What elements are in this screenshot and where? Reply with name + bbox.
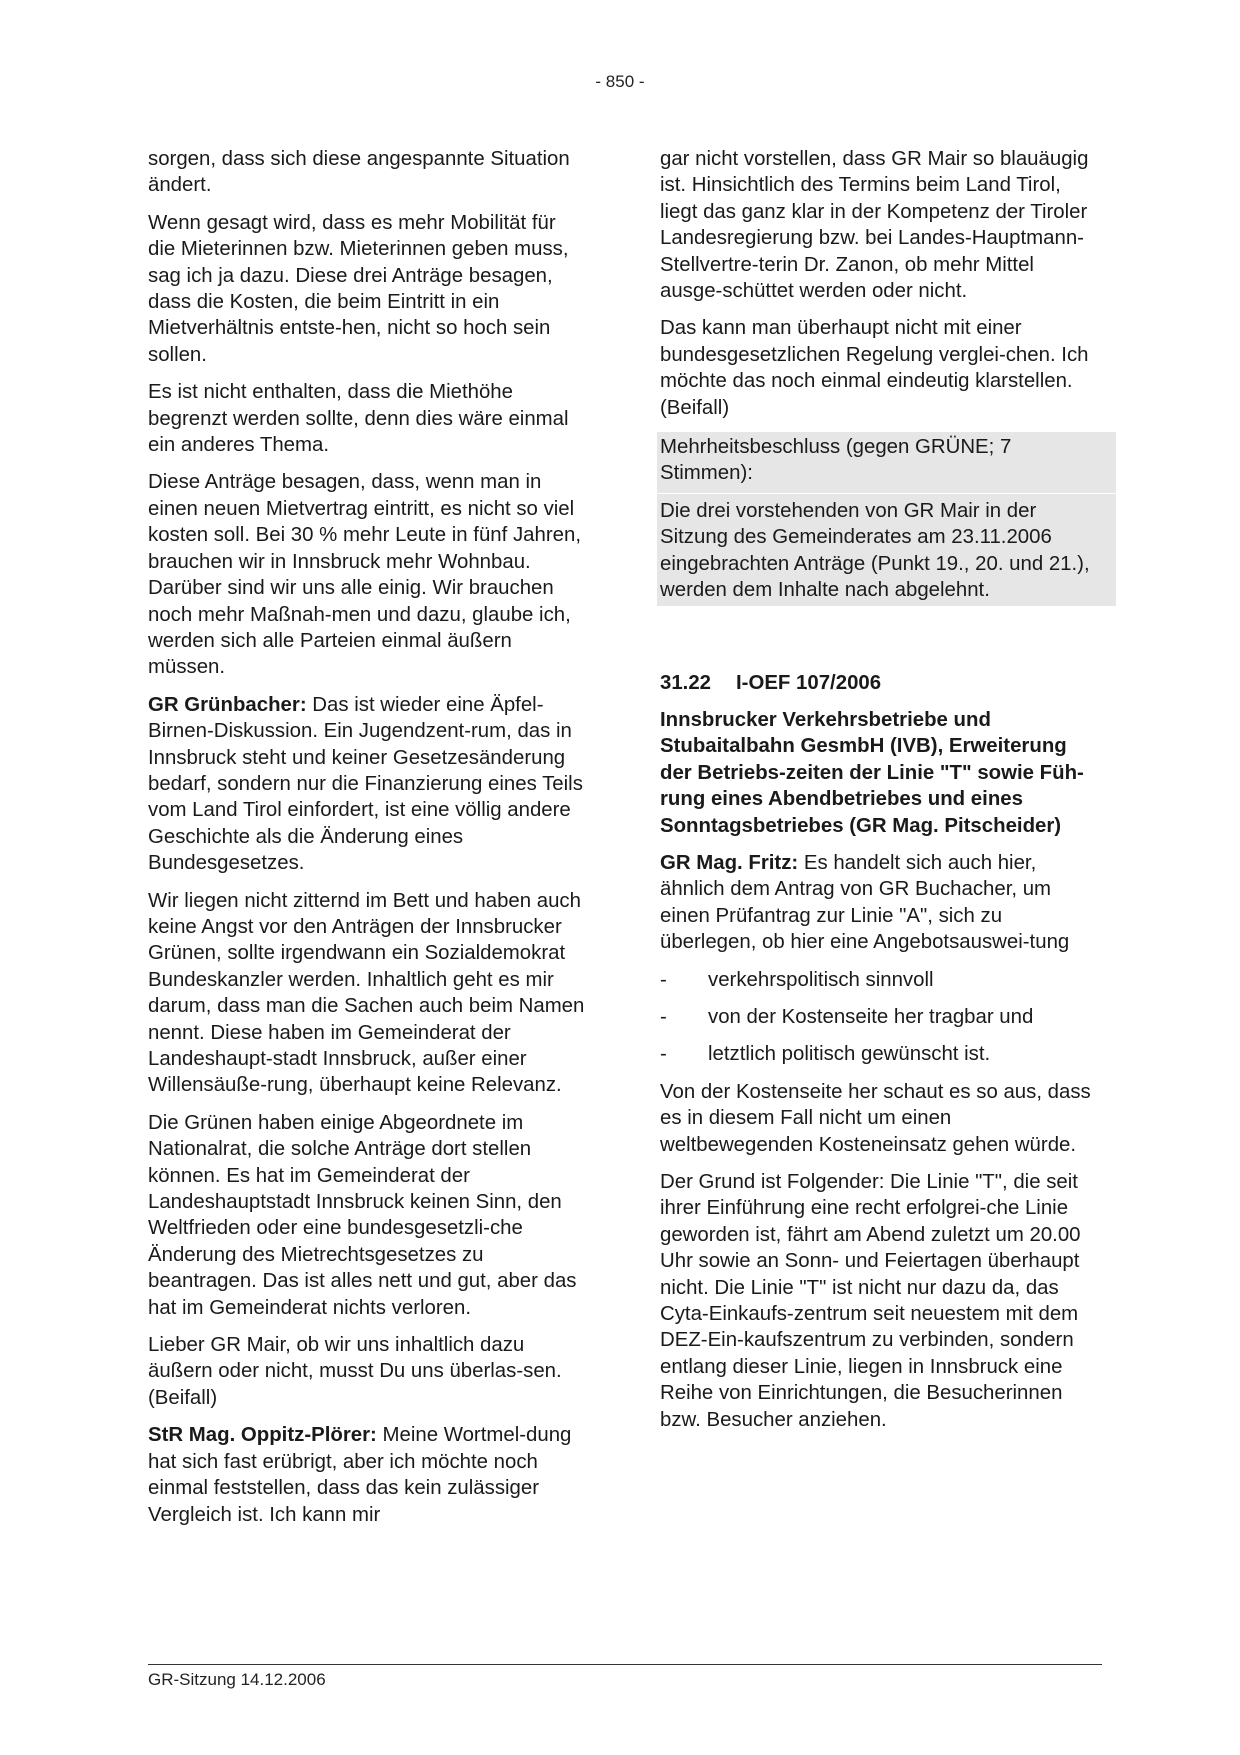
paragraph: sorgen, dass sich diese angespannte Situation ändert. <box>148 148 570 197</box>
paragraph: Lieber GR Mair, ob wir uns inhaltlich dazu äußern oder nicht, musst Du uns überlas-sen. (Beifall) <box>148 1334 562 1409</box>
paragraph: Die Grünen haben einige Abgeordnete im Nationalrat, die solche Anträge dort stellen können. Es hat im Gemeinderat der Landeshauptstadt Innsbruck keinen Sinn, den Weltfrieden oder eine bundesgesetzli-che Änderung des Mietrechtsgesetzes zu beantragen. Das ist alles nett und gut, aber das hat im Gemeinderat nichts verloren. <box>148 1111 577 1319</box>
paragraph: Das kann man überhaupt nicht mit einer bundesgesetzlichen Regelung verglei-chen. Ich möchte das noch einmal eindeutig klarstellen. (Beifall) <box>660 317 1089 419</box>
footer-text: GR-Sitzung 14.12.2006 <box>148 1670 326 1689</box>
list-dash: - <box>660 968 667 991</box>
list-text: letztlich politisch gewünscht ist. <box>708 1043 991 1066</box>
paragraph <box>660 850 1100 956</box>
speaker-name: GR Grünbacher: <box>148 693 307 716</box>
decision-box <box>657 432 1116 605</box>
paragraph: Wir liegen nicht zitternd im Bett und haben auch keine Angst vor den Anträgen der Innsbrucker Grünen, sollte irgendwann ein Sozialdemokrat Bundeskanzler werden. Inhaltlich geht es mir darum, dass man die Sachen auch beim Namen nennt. Diese haben im Gemeinderat der Landeshaupt-stadt Innsbruck, außer einer Willensäuße-rung, überhaupt keine Relevanz. <box>148 889 585 1097</box>
paragraph: Es ist nicht enthalten, dass die Miethöhe begrenzt werden sollte, denn dies wäre einmal ein anderes Thema. <box>148 381 569 457</box>
decision-heading: Mehrheitsbeschluss (gegen GRÜNE; 7 Stimmen): <box>660 436 1012 485</box>
decision-divider <box>657 493 1116 494</box>
list-item <box>660 1004 1100 1030</box>
agenda-item-header <box>660 670 1100 696</box>
list-item <box>660 1041 1100 1067</box>
speaker-name: StR Mag. Oppitz-Plörer: <box>148 1424 377 1447</box>
footer-divider <box>148 1664 1102 1665</box>
agenda-reference: I-OEF 107/2006 <box>736 671 882 694</box>
list-dash: - <box>660 1043 667 1066</box>
paragraph <box>148 692 588 877</box>
speaker-name: GR Mag. Fritz: <box>660 851 799 874</box>
decision-text: Die drei vorstehenden von GR Mair in der Sitzung des Gemeinderates am 23.11.2006 eingebrachten Anträge (Punkt 19., 20. und 21.), werden dem Inhalte nach abgelehnt. <box>660 499 1090 602</box>
paragraph: gar nicht vorstellen, dass GR Mair so blauäugig ist. Hinsichtlich des Termins beim Land Tirol, liegt das ganz klar in der Kompetenz der Tiroler Landesregierung bzw. bei Landes-Hauptmann-Stellvertre-terin Dr. Zanon, ob mehr Mittel ausge-schüttet werden oder nicht. <box>660 148 1089 303</box>
left-column <box>148 146 588 1539</box>
paragraph: Von der Kostenseite her schaut es so aus, dass es in diesem Fall nicht um einen weltbewegenden Kosteneinsatz gehen würde. <box>660 1080 1091 1156</box>
paragraph: Der Grund ist Folgender: Die Linie "T", die seit ihrer Einführung eine recht erfolgrei-che Linie geworden ist, fährt am Abend zuletzt um 20.00 Uhr sowie an Sonn- und Feiertagen überhaupt nicht. Die Linie "T" ist nicht nur dazu da, das Cyta-Einkaufs-zentrum seit neuestem mit dem DEZ-Ein-kaufszentrum zu verbinden, sondern entlang dieser Linie, liegen in Innsbruck eine Reihe von Einrichtungen, die Besucherinnen bzw. Besucher anziehen. <box>660 1171 1081 1431</box>
speech-text: Es handelt sich auch hier, ähnlich dem Antrag von GR Buchacher, um einen Prüfantrag zur Linie "A", sich zu überlegen, ob hier eine Angebotsauswei-tung <box>660 851 1070 954</box>
right-column <box>660 146 1100 1444</box>
list-item <box>660 967 1100 993</box>
agenda-title: Innsbrucker Verkehrsbetriebe und Stubaitalbahn GesmbH (IVB), Erweiterung der Betriebs-zeiten der Linie "T" sowie Füh-rung eines Abendbetriebes und eines Sonntagsbetriebes (GR Mag. Pitscheider) <box>660 708 1084 837</box>
list-dash: - <box>660 1005 667 1028</box>
paragraph <box>148 1422 588 1528</box>
speech-text: Meine Wortmel-dung hat sich fast erübrigt, aber ich möchte noch einmal feststellen, dass das kein zulässiger Vergleich ist. Ich kann mir <box>148 1424 572 1526</box>
list-text: von der Kostenseite her tragbar und <box>708 1005 1034 1028</box>
list-text: verkehrspolitisch sinnvoll <box>708 968 934 991</box>
paragraph: Diese Anträge besagen, dass, wenn man in einen neuen Mietvertrag eintritt, es nicht so viel kosten soll. Bei 30 % mehr Leute in fünf Jahren, brauchen wir in Innsbruck mehr Wohnbau. Darüber sind wir uns alle einig. Wir brauchen noch mehr Maßnah-men und dazu, glaube ich, werden sich alle Parteien einmal äußern müssen. <box>148 471 581 679</box>
page-number: - 850 - <box>595 72 645 91</box>
paragraph: Wenn gesagt wird, dass es mehr Mobilität für die Mieterinnen bzw. Mieterinnen geben muss, sag ich ja dazu. Diese drei Anträge besagen, dass die Kosten, die beim Eintritt in ein Mietverhältnis entste-hen, nicht so hoch sein sollen. <box>148 211 569 366</box>
agenda-number: 31.22 <box>660 671 712 694</box>
speech-text: Das ist wieder eine Äpfel-Birnen-Diskussion. Ein Jugendzent-rum, das in Innsbruck steht und keiner Gesetzesänderung bedarf, sondern nur die Finanzierung eines Teils vom Land Tirol einfordert, ist eine völlig andere Geschichte als die Änderung eines Bundesgesetzes. <box>148 693 583 875</box>
